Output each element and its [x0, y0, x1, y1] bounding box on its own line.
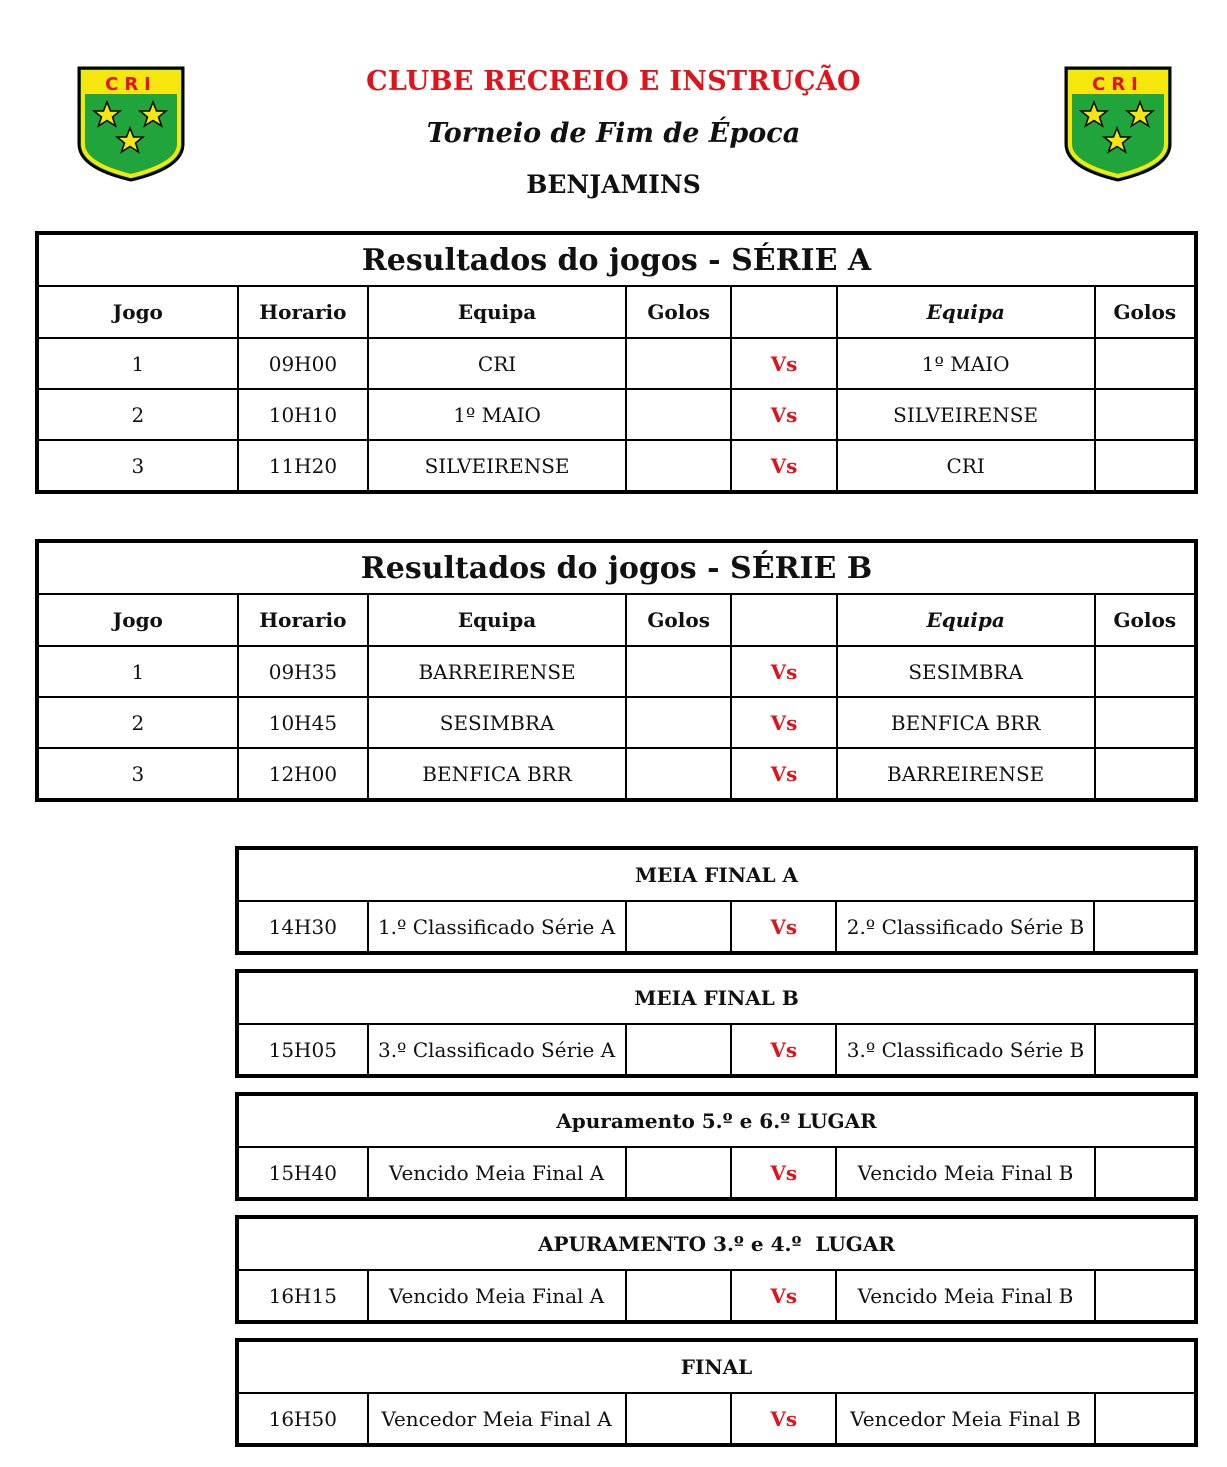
table-title: Resultados do jogos - SÉRIE A [37, 233, 1196, 286]
home-team: CRI [368, 338, 626, 389]
vs-label: Vs [731, 389, 836, 440]
home-team: BARREIRENSE [368, 646, 626, 697]
home-goals-cell [626, 1147, 731, 1199]
away-team: SILVEIRENSE [837, 389, 1095, 440]
away-team: 1º MAIO [837, 338, 1095, 389]
header-vs-blank [731, 594, 836, 646]
header-away-goals: Golos [1095, 286, 1196, 338]
game-time: 12H00 [238, 748, 368, 800]
club-crest-logo-right [1062, 64, 1174, 184]
game-time: 16H15 [237, 1270, 368, 1322]
table-row [237, 1024, 1196, 1076]
header-away-team: Equipa [837, 594, 1095, 646]
vs-label: Vs [731, 748, 836, 800]
table-row [37, 440, 1196, 492]
table-row [37, 389, 1196, 440]
game-number: 1 [37, 338, 238, 389]
vs-label: Vs [731, 1024, 836, 1076]
away-goals-cell [1095, 1147, 1197, 1199]
knockout-title: MEIA FINAL A [237, 848, 1196, 901]
home-team: Vencido Meia Final A [368, 1147, 626, 1199]
away-team: Vencido Meia Final B [836, 1270, 1094, 1322]
knockout-table-semifinal-a [235, 846, 1198, 955]
knockout-title: Apuramento 5.º e 6.º LUGAR [237, 1094, 1196, 1147]
home-team: Vencedor Meia Final A [368, 1393, 626, 1445]
away-team: BARREIRENSE [837, 748, 1095, 800]
away-team: 2.º Classificado Série B [836, 901, 1094, 953]
away-goals-cell [1095, 646, 1196, 697]
header-home-team: Equipa [368, 286, 626, 338]
table-row [237, 1270, 1196, 1322]
away-team: 3.º Classificado Série B [836, 1024, 1094, 1076]
home-goals-cell [626, 1270, 731, 1322]
header-time: Horario [238, 594, 368, 646]
table-row [237, 901, 1196, 953]
vs-label: Vs [731, 697, 836, 748]
header-home-goals: Golos [626, 286, 731, 338]
svg-text:CRI: CRI [1092, 74, 1144, 95]
game-number: 3 [37, 748, 238, 800]
away-goals-cell [1095, 1270, 1196, 1322]
header-away-team: Equipa [837, 286, 1095, 338]
vs-label: Vs [731, 901, 836, 953]
header-game: Jogo [37, 286, 238, 338]
game-time: 15H05 [237, 1024, 368, 1076]
game-number: 2 [37, 389, 238, 440]
game-number: 1 [37, 646, 238, 697]
home-team: Vencido Meia Final A [368, 1270, 626, 1322]
away-goals-cell [1095, 748, 1196, 800]
tournament-name: Torneio de Fim de Época [426, 118, 801, 149]
away-team: BENFICA BRR [837, 697, 1095, 748]
game-time: 16H50 [237, 1393, 368, 1445]
table-row [37, 338, 1196, 389]
game-number: 3 [37, 440, 238, 492]
away-goals-cell [1095, 440, 1196, 492]
table-row [237, 1393, 1196, 1445]
category-name: BENJAMINS [526, 170, 701, 199]
knockout-table-semifinal-b [235, 969, 1198, 1078]
home-team: SESIMBRA [368, 697, 626, 748]
vs-label: Vs [731, 1147, 836, 1199]
home-team: 1º MAIO [368, 389, 626, 440]
vs-label: Vs [731, 1393, 836, 1445]
home-team: BENFICA BRR [368, 748, 626, 800]
header-home-goals: Golos [626, 594, 731, 646]
game-number: 2 [37, 697, 238, 748]
game-time: 14H30 [237, 901, 368, 953]
knockout-title: APURAMENTO 3.º e 4.º LUGAR [237, 1217, 1196, 1270]
away-goals-cell [1095, 697, 1196, 748]
knockout-title: MEIA FINAL B [237, 971, 1196, 1024]
away-team: Vencedor Meia Final B [836, 1393, 1094, 1445]
home-team: SILVEIRENSE [368, 440, 626, 492]
knockout-table-final [235, 1338, 1198, 1447]
away-goals-cell [1095, 1024, 1197, 1076]
away-team: CRI [837, 440, 1095, 492]
header-time: Horario [238, 286, 368, 338]
game-time: 09H35 [238, 646, 368, 697]
home-goals-cell [626, 440, 731, 492]
club-name: CLUBE RECREIO E INSTRUÇÃO [366, 66, 861, 97]
game-time: 15H40 [237, 1147, 368, 1199]
club-crest-logo-left [75, 64, 187, 184]
home-goals-cell [626, 338, 731, 389]
home-team: 1.º Classificado Série A [368, 901, 626, 953]
vs-label: Vs [731, 1270, 836, 1322]
vs-label: Vs [731, 646, 836, 697]
vs-label: Vs [731, 440, 836, 492]
header-away-goals: Golos [1095, 594, 1196, 646]
home-goals-cell [626, 1024, 731, 1076]
table-row [237, 1147, 1196, 1199]
home-goals-cell [626, 901, 731, 953]
header-vs-blank [731, 286, 836, 338]
away-team: SESIMBRA [837, 646, 1095, 697]
home-goals-cell [626, 646, 731, 697]
game-time: 10H10 [238, 389, 368, 440]
home-goals-cell [626, 697, 731, 748]
home-goals-cell [626, 1393, 731, 1445]
away-goals-cell [1095, 1393, 1197, 1445]
home-team: 3.º Classificado Série A [368, 1024, 626, 1076]
svg-text:CRI: CRI [105, 74, 157, 95]
serie-b-table [35, 539, 1198, 802]
away-goals-cell [1095, 338, 1196, 389]
table-row [37, 646, 1196, 697]
header-home-team: Equipa [368, 594, 626, 646]
home-goals-cell [626, 389, 731, 440]
knockout-table-3rd-4th-place [235, 1215, 1198, 1324]
home-goals-cell [626, 748, 731, 800]
away-goals-cell [1095, 389, 1196, 440]
table-title: Resultados do jogos - SÉRIE B [37, 541, 1196, 594]
vs-label: Vs [731, 338, 836, 389]
header-game: Jogo [37, 594, 238, 646]
game-time: 11H20 [238, 440, 368, 492]
serie-a-table [35, 231, 1198, 494]
table-row [37, 697, 1196, 748]
table-row [37, 748, 1196, 800]
game-time: 09H00 [238, 338, 368, 389]
knockout-table-5th-6th-place [235, 1092, 1198, 1201]
game-time: 10H45 [238, 697, 368, 748]
away-goals-cell [1094, 901, 1196, 953]
away-team: Vencido Meia Final B [836, 1147, 1094, 1199]
knockout-title: FINAL [237, 1340, 1196, 1393]
